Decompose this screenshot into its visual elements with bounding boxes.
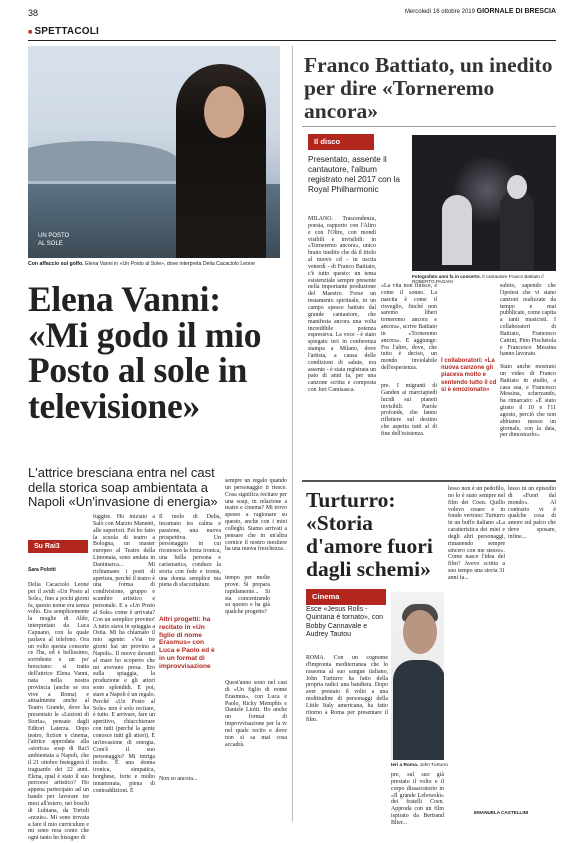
vanni-col-4b: tempo per molte prove. Si prepara rapidamente... Si sta concentrando su questo e ha già qualche progetto? xyxy=(225,575,270,616)
battiato-col-2b: pre. I migranti di Ganden ai marciapiedi lucidi sui pianeti invisibili. Parole profonde, che fanno riflettere sul destino che aspetta tutti al di fine dell'esistenza. xyxy=(381,383,437,437)
vanni-col-2: fuggire. Ho iniziato a Salò con Marzio Manenti, alle superiori. Poi ho fatto la scuola di teatro a Bologna, un master europeo al Teatro della Limonaia, sono andata in Danimarca... Mi richiamano i posti di apertura, perché il teatro è una forma di condivisione, gruppo e scambio artistico e personale. E a «Un Posto al Sole» come è arrivata? Con un semplice provino! A tutto stava in spiaggia a Ostia. Mi ha chiamato il mio agente: «Vai tre giorni hai un provino a Napoli». Il nuovo davanti al mare ho scoperto che mi avevano presa. Ero sulla spiaggia, la produzione e gli attori sono splendidi. E poi, stare a Napoli è un regalo. Perché «Un Posto al Sole» non è solo recitare, è tutto. E arrivare, fare un aperitivo, chiacchierare con tutti (perché la gente conosce tutti gli attori). È un'invasione di energia. Com'è il suo personaggio? Mi intriga molto. È una donna ironica, simpatica, borghese, forte e molto innamorata, piena di contraddizioni. È xyxy=(93,514,155,794)
column-divider xyxy=(292,46,293,822)
turturro-signature: EMANUELA CASTELLINI xyxy=(474,810,529,815)
vanni-col-4c: Quest'anno sono nel cast di «Un figlio di nome Erasmus», con Luca e Paolo, Ricky Memphis e Daniele Liotti. Ho anche un format di improvvisazione per la tv nel quale recito e dove non si sa mai cosa accadrà. xyxy=(225,680,287,748)
battiato-tag: Il disco xyxy=(308,134,374,150)
battiato-col-2: «La vita non finisce, è come il sonno. La nascita è come il risveglio, finché non saremo liberi torneremo ancora e ancora», scrive Battiato in «Torneremo ancora». E aggiunge: Fra l'altro, dove, che tutto è deciso, un mondo inviolabile dell'esperienza. xyxy=(381,283,437,372)
turturro-col-1: ROMA. Con un cognome d'impronta mediterranea che lo rassoma al suo sangue italiano, John Turturro ha fatto della propria radici una bandiera. Dopo aver prestato il volto a una moltitudine di personaggi della Little Italy americana, ha fatto ritorno a Roma per presentare il film. xyxy=(306,655,388,723)
battiato-subheadline: Presentato, assente il cantautore, l'album registrato nel 2017 con la Royal Philharmonic xyxy=(308,155,400,194)
turturro-tag: Cinema xyxy=(306,589,386,605)
battiato-rule xyxy=(302,126,556,127)
turturro-headline: Turturro: «Storia d'amore fuori dagli schemi» xyxy=(306,488,433,581)
battiato-photo-caption: Fotografato anni fa in concerto. Il cantautore Franco Battiato // ROBERTO PAGANI xyxy=(412,274,544,284)
page-header xyxy=(28,8,556,42)
header-rule xyxy=(28,40,556,41)
battiato-col-1: MILANO. Trascendenza, poesia, rapporto con l'Altro e con l'Oltre, con mondi visibili e invisibili: in «Torneremo ancora», unico brano inedito che dà il titolo al nuovo cd - in uscita venerdì - di Franco Battiato, c'è tutto questo: un tema esistenziale sempre presente nella importante produzione del Maestro. Forse un testamento spirituale, in un campo spesso battuto dal grande cantautore, che manifesta ancora una volta incredibile potenza espressiva. La voce - è stato spiegato ieri in conferenza stampa a Milano, dove l'artista, a causa delle condizioni di salute, era assente - è stata registrata un paio di anni fa, per una canzone scritta e composta con Juri Camisasca. xyxy=(308,216,376,394)
turturro-subheadline: Esce «Jesus Rolls - Quintana è tornato», con Bobby Cannavale e Audrey Tautou xyxy=(306,606,384,639)
vanni-col-4: sempre un regalo quando un personaggio ti riesce. Cosa significa recitare per una soap, in relazione a teatro e cinema? Mi trovo spesso a ragionare su questo, anche con i miei colleghi. Siamo arrivati a pensare che in un'altra cornice il nostro mestiere ha una nuova freschezza. xyxy=(225,478,287,553)
turturro-col-3: lesso non è un pedofilo, no lo è stato sempre nel film dei Coen. Quillo volevo creare e in fondo vertono: Turturro in un buffo italiano «La caratteristica dei miei e degli altri personaggi, rimanendo sempre sincero con me stesso». Come nasce l'idea del film? Avevo scritto a suo tempo una storia 31 anni fa... xyxy=(448,486,505,581)
page-number: 38 xyxy=(28,8,39,18)
battiato-photo xyxy=(412,135,556,271)
battiato-col-4b: Stato anche mostrato un video di Franco Battiato in studio, a casa sua, e Francesco Messina, scherzando, ha rimarcato: «È stato girato il 10 e l'11 agosto, perciò che non abbiamo messo un giornale, con la data, per dimostrarlo». xyxy=(500,364,556,439)
vanni-byline: Sara Polotti xyxy=(28,567,56,573)
vanni-tag: Su Rai3 xyxy=(28,540,88,553)
vanni-headline: Elena Vanni: «Mi godo il mio Posto al sole in televisione» xyxy=(28,279,262,426)
section-title: ■ SPETTACOLI xyxy=(28,26,100,37)
battiato-col-3: subito, sapendo che l'ipotesi che vi siano canzoni realizzate da tempo e mai pubblicate, come capita a tanti musicisti. I collaboratori di Battiato, Francesco Cattini, Pino Pischetola e Francesco Messina hanno lavorato. xyxy=(500,283,556,358)
turturro-col-2: pre, sul suo già prestato il volto e il corpo dissacratorio in «Il grande Lebowski» dei fratelli Coen. Approda con un film ispirato da Bertrand Blier... xyxy=(391,772,444,826)
article-divider xyxy=(302,480,556,482)
battiato-headline: Franco Battiato, un inedito per dire «Torneremo ancora» xyxy=(304,53,553,124)
vanni-pull-quote: Altri progetti: ha recitato in «Un figlio di nome Erasmus» con Luca e Paolo ed è in un format di improvvisazione xyxy=(159,616,215,670)
vanni-subheadline: L'attrice bresciana entra nel cast della storica soap ambientata a Napoli «Un'invasione di energia» xyxy=(28,465,218,510)
vanni-photo-caption: Con affaccio sul golfo. Elena Vanni in «Un Posto al Sole», dove interpreta Delia Cacaciolo Leone xyxy=(28,261,255,267)
battiato-pull-quote: I collaboratori: «La nuova canzone gli piaceva molto e sentendo tutto il cd si è emozionato» xyxy=(441,358,497,393)
photo-overlay-logo: UN POSTO AL SOLE xyxy=(38,233,70,247)
vanni-col-3b: Non so ancora... xyxy=(159,776,198,782)
vanni-col-1: Delia Cacaciolo Leone per il avidi «Un Posto al Sole», fino a pochi giorni fa, questo nome era senza volto. Era semplicemente la moglie di Aldo, interpretato da Luca Capuano, con la quale parlava al telefono. Ora un volto questa consorte ce l'ha, ed è bellissimo, sorridente e un po' bresciano: si tratta dell'attrice Elena Vanni, nata nella nostra provincia (anche se ora vive a Roma) e attualmente anche al Teatro Grande, dove ha presentato le «Lezioni di Storia», pensate dagli Editori Laterza. Dopo teatro, fiction e cinema, l'attrice approdata alla «storica» soap di Rai3 ambientata a Napoli, che il 21 ottobre festeggerà il traguardo dei 22 anni. Elena, qual è stato il suo percorso artistico? Ho appena partecipato ad un bando per lavorare tre mesi all'estero, nei boschi di Lubiana, da Tortoli «nozie». Mi sono trovata a fare il mio curriculum e mi sono resa conto che ogni tanto ho bisogno di xyxy=(28,582,89,842)
vanni-photo xyxy=(28,46,280,258)
vanni-col-3: Il ruolo di Delia, incarnato tra calma e passione, una nuova prospettiva. Un personaggio in cui riconosco la forza ironica, una bella persona e carismatica, conduce la storia con fede e ironia, una donna semplice ma piena di sfaccettature. xyxy=(159,514,221,589)
issue-date: Mercoledì 16 ottobre 2019 GIORNALE DI BRESCIA xyxy=(404,8,556,15)
turturro-col-4: lesso in un episodio di «Fuori dal mondo». Al contrario vi è qualche cosa di amore sul palco che deve sposare, infine... xyxy=(508,486,556,540)
turturro-photo xyxy=(391,592,444,760)
newspaper-name: GIORNALE DI BRESCIA xyxy=(476,8,556,15)
turturro-photo-caption: Ieri a Roma. John Turturro xyxy=(391,763,449,768)
